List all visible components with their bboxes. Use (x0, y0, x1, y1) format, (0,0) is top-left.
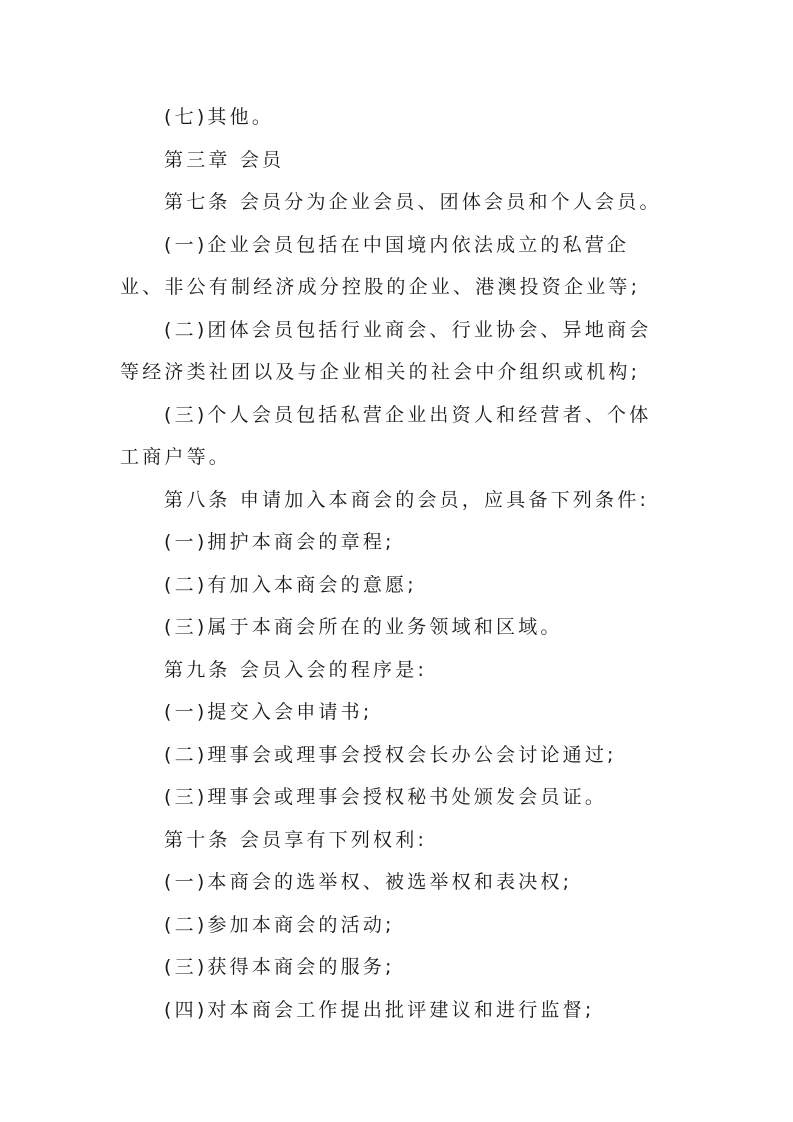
paragraph: (一)提交入会申请书; (164, 701, 373, 723)
paragraph: (三)属于本商会所在的业务领域和区域。 (164, 616, 563, 638)
paragraph: (一)企业会员包括在中国境内依法成立的私营企业、非公有制经济成分控股的企业、港澳投资企业等; (120, 233, 641, 298)
document-body (120, 96, 672, 1031)
article-paragraph: 第九条 会员入会的程序是: (164, 658, 428, 681)
article-paragraph: 第十条 会员享有下列权利: (164, 828, 428, 851)
paragraph: (二)参加本商会的活动; (164, 913, 395, 936)
article-paragraph: 第八条 申请加入本商会的会员，应具备下列条件: (164, 488, 650, 511)
paragraph: (三)个人会员包括私营企业出资人和经营者、个体工商户等。 (120, 403, 652, 468)
paragraph: (二)团体会员包括行业商会、行业协会、异地商会等经济类社团以及与企业相关的社会中介组织或机构; (120, 318, 652, 383)
chapter-heading: 第三章 会员 (164, 148, 285, 171)
paragraph: (一)本商会的选举权、被选举权和表决权; (164, 871, 573, 893)
paragraph: (三)理事会或理事会授权秘书处颁发会员证。 (164, 786, 608, 808)
paragraph: (三)获得本商会的服务; (164, 956, 395, 978)
paragraph: (一)拥护本商会的章程; (164, 531, 395, 553)
article-paragraph: 第七条 会员分为企业会员、团体会员和个人会员。 (164, 191, 662, 213)
paragraph: (七)其他。 (164, 106, 275, 128)
paragraph: (二)理事会或理事会授权会长办公会讨论通过; (164, 743, 617, 766)
paragraph: (四)对本商会工作提出批评建议和进行监督; (164, 998, 595, 1021)
paragraph: (二)有加入本商会的意愿; (164, 573, 417, 596)
